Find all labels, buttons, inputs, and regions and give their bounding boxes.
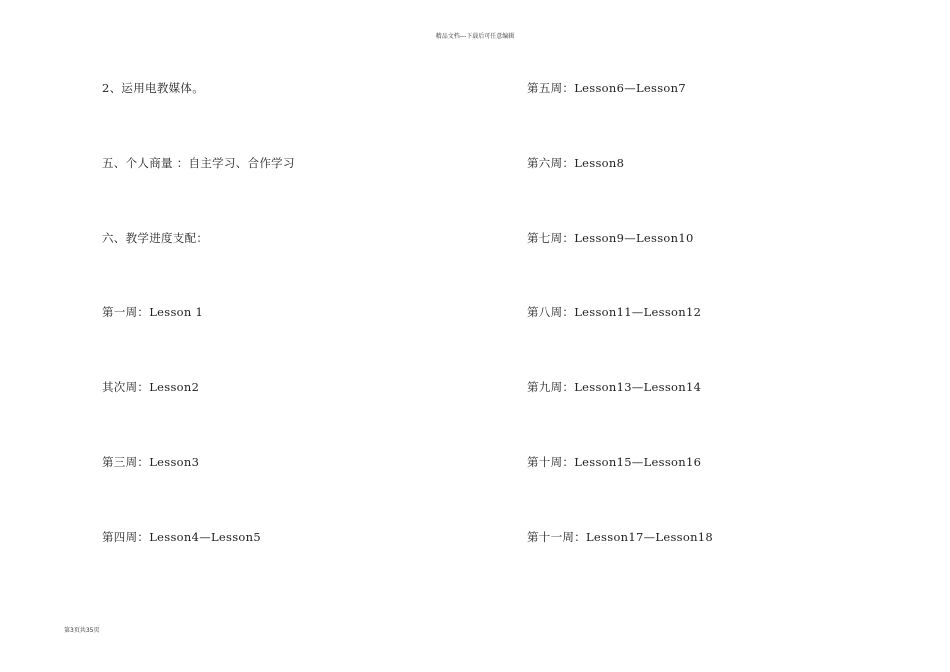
page-number: 第3页共35页	[64, 627, 100, 634]
right-line-5: 第九周：Lesson13—Lesson14	[527, 380, 702, 395]
right-line-3: 第七周：Lesson9—Lesson10	[527, 230, 694, 245]
right-line-1: 第五周：Lesson6—Lesson7	[527, 81, 686, 95]
left-line-7: 第四周：Lesson4—Lesson5	[102, 529, 261, 544]
right-column	[527, 80, 927, 604]
left-line-4: 第一周：Lesson 1	[102, 305, 204, 320]
left-line-5: 其次周：Lesson2	[102, 380, 200, 395]
right-line-2: 第六周：Lesson8	[527, 155, 625, 170]
left-column	[102, 80, 502, 604]
right-line-7: 第十一周：Lesson17—Lesson18	[527, 529, 714, 544]
right-line-4: 第八周：Lesson11—Lesson12	[527, 305, 702, 320]
left-line-6: 第三周：Lesson3	[102, 454, 200, 469]
left-line-2: 五、个人商量 ：自主学习、合作学习	[102, 155, 295, 170]
right-line-6: 第十周：Lesson15—Lesson16	[527, 454, 702, 469]
left-line-3: 六、教学进度支配：	[102, 230, 209, 245]
document-header: 精品文档---下载后可任意编辑	[435, 33, 515, 40]
left-line-1: 2、运用电教媒体。	[102, 81, 205, 95]
